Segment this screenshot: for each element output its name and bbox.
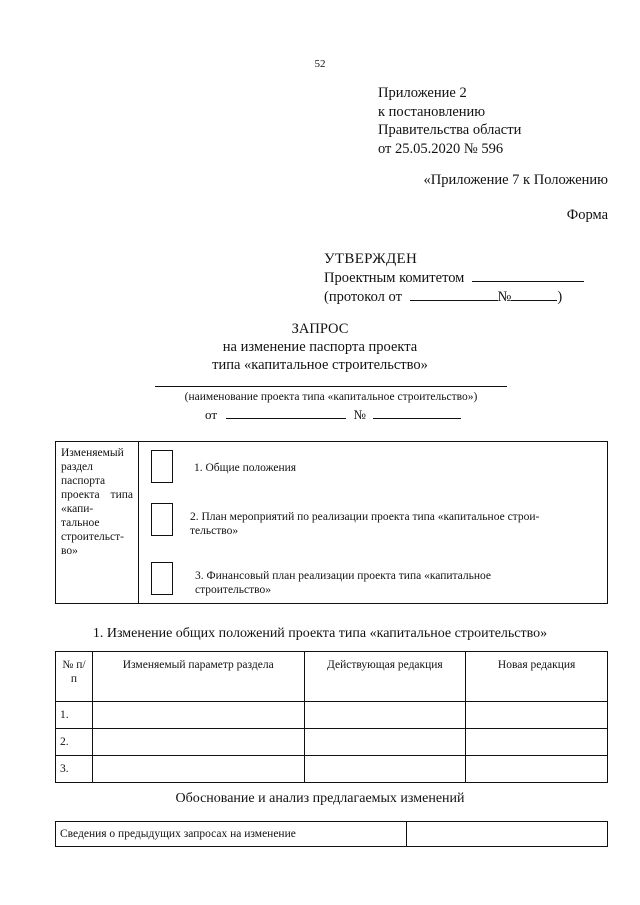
table-header-row: [56, 652, 608, 702]
previous-requests-label: Сведения о предыдущих запросах на изменение: [56, 822, 407, 847]
current-cell[interactable]: [304, 756, 466, 783]
checkbox-action-plan[interactable]: [151, 503, 173, 536]
protocol-number-sign: №: [497, 289, 512, 305]
appendix-line: Приложение 2: [378, 85, 467, 101]
date-blank[interactable]: [226, 406, 346, 419]
row-number: 2.: [56, 729, 93, 756]
number-sign: №: [353, 407, 366, 422]
committee-label: Проектным комитетом: [324, 270, 465, 286]
changed-section-box: [55, 441, 608, 604]
table-row: [56, 756, 608, 783]
from-label: от: [205, 407, 218, 422]
appendix-line: от 25.05.2020 № 596: [378, 140, 504, 157]
justification-heading: Обоснование и анализ предлагаемых изменений: [175, 791, 465, 806]
current-cell[interactable]: [304, 729, 466, 756]
request-subtitle-2: типа «капитальное строительство»: [212, 357, 428, 373]
request-title: ЗАПРОС: [291, 321, 349, 337]
page-number: 52: [314, 58, 326, 70]
column-header-new: Новая редакция: [466, 652, 608, 702]
protocol-number-blank[interactable]: [511, 287, 557, 301]
project-name-line[interactable]: [155, 386, 507, 387]
option-action-plan: 2. План мероприятий по реализации проекта типа «капитальное строи- тельство»: [190, 511, 540, 537]
form-label: Форма: [566, 207, 608, 223]
appendix-line: Правительства области: [378, 122, 522, 138]
table-row: [56, 729, 608, 756]
appendix-block: [378, 84, 521, 158]
parameter-cell[interactable]: [92, 729, 304, 756]
table-row: [56, 822, 608, 847]
previous-requests-value[interactable]: [407, 822, 608, 847]
new-cell[interactable]: [466, 729, 608, 756]
request-subtitle-1: на изменение паспорта проекта: [222, 339, 418, 355]
protocol-date-blank[interactable]: [410, 287, 498, 301]
option-financial-plan: 3. Финансовый план реализации проекта типа «капитальное строительство»: [195, 570, 492, 596]
new-cell[interactable]: [466, 756, 608, 783]
project-name-caption: (наименование проекта типа «капитальное строительство»): [184, 391, 478, 403]
row-number: 3.: [56, 756, 93, 783]
checkbox-financial-plan[interactable]: [151, 562, 173, 595]
column-header-current: Действующая редакция: [304, 652, 466, 702]
date-number-row: [205, 406, 461, 423]
committee-blank[interactable]: [472, 268, 584, 282]
checkbox-general-provisions[interactable]: [151, 450, 173, 483]
protocol-label: (протокол от: [324, 289, 402, 305]
new-cell[interactable]: [466, 702, 608, 729]
current-cell[interactable]: [304, 702, 466, 729]
request-header: [0, 320, 640, 374]
appendix-line: к постановлению: [378, 103, 486, 120]
section1-heading: 1. Изменение общих положений проекта типа «капитальное строительство»: [92, 626, 548, 641]
parameters-table: [55, 651, 608, 783]
column-header-parameter: Изменяемый параметр раздела: [92, 652, 304, 702]
changed-section-label: Изменяемый раздел паспорта проекта типа «капи- тальное строительст- во»: [56, 442, 139, 603]
parameter-cell[interactable]: [92, 756, 304, 783]
table-row: [56, 702, 608, 729]
parameter-cell[interactable]: [92, 702, 304, 729]
protocol-close: ): [557, 289, 563, 305]
regulation-reference: «Приложение 7 к Положению: [423, 172, 608, 188]
protocol-row: [324, 287, 584, 306]
row-number: 1.: [56, 702, 93, 729]
committee-row: [324, 268, 584, 287]
column-header-number: № п/п: [56, 652, 93, 702]
approval-block: [324, 250, 584, 306]
approved-title: УТВЕРЖДЕН: [324, 251, 418, 267]
option-general-provisions: 1. Общие положения: [194, 462, 297, 474]
number-blank[interactable]: [373, 406, 461, 419]
previous-requests-table: [55, 821, 608, 847]
